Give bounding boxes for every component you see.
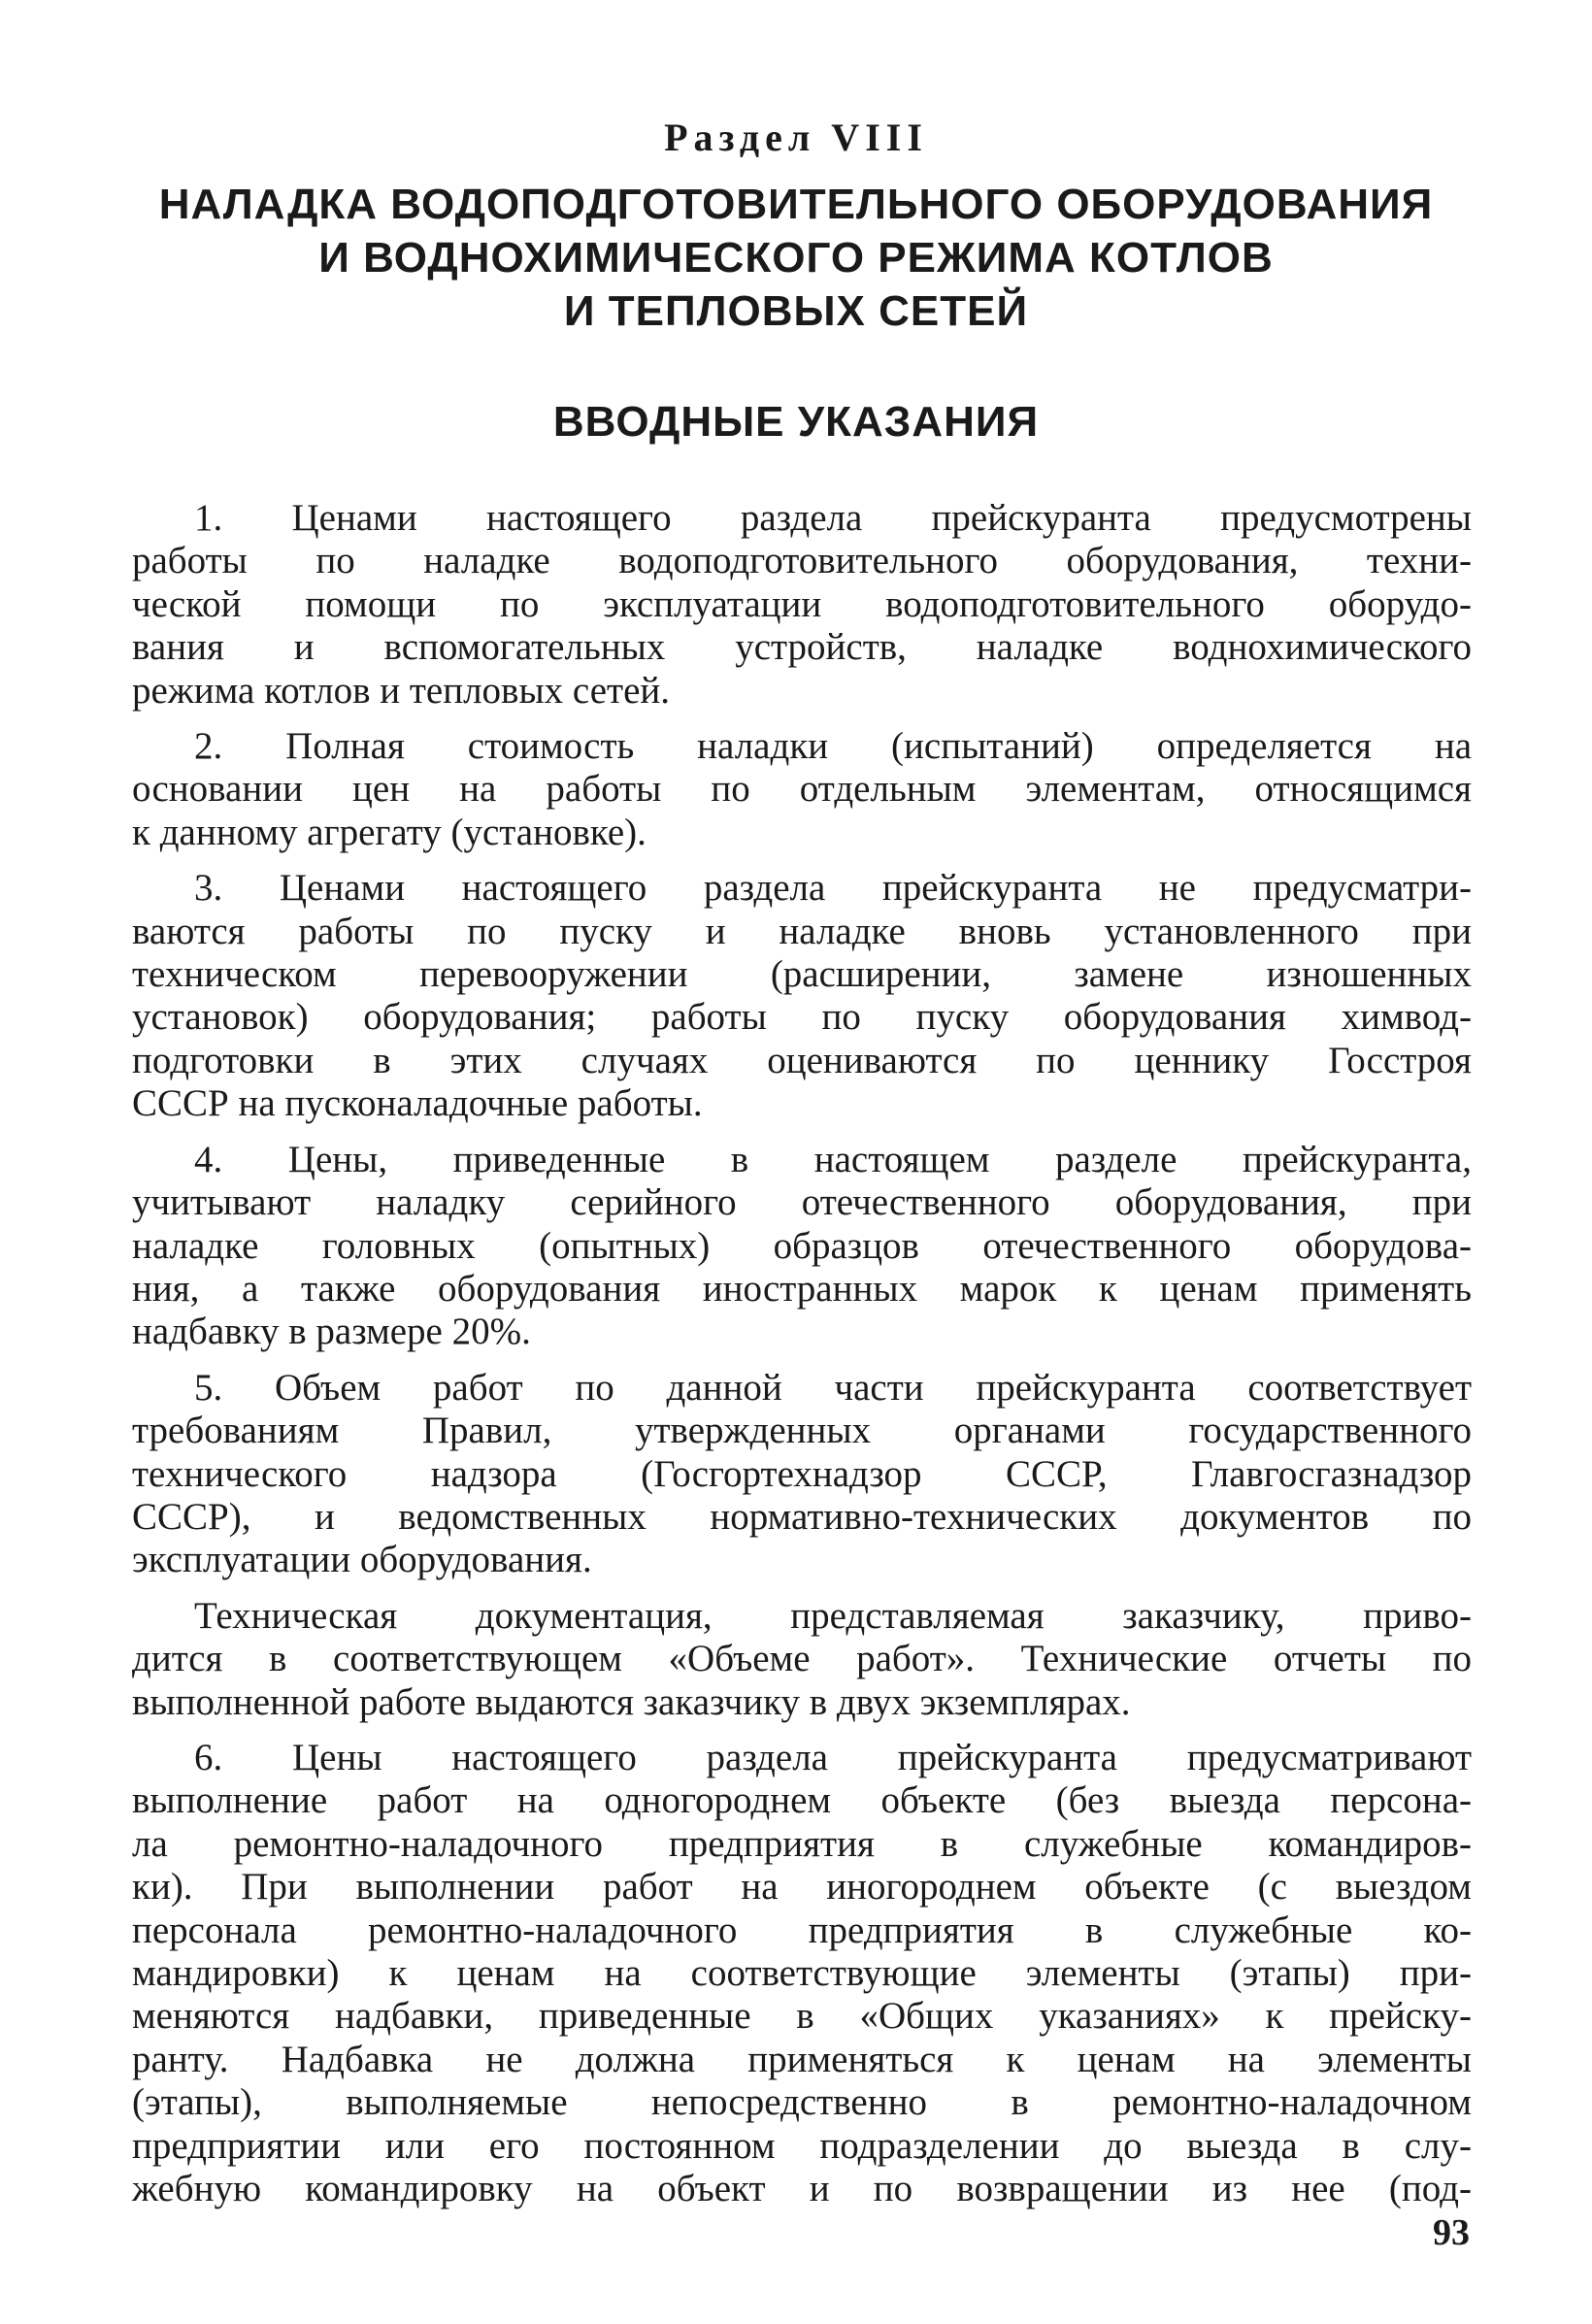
section-label: Раздел VIII: [664, 116, 928, 159]
paragraph-line: подготовки в этих случаях оцениваются по ценнику Госстроя: [132, 1039, 1472, 1081]
page-number: 93: [1433, 2212, 1470, 2253]
paragraph-line: меняются надбавки, приведенные в «Общих указаниях» к прейску-: [132, 1995, 1472, 2038]
paragraph: [132, 867, 1472, 1125]
paragraph: [132, 1139, 1472, 1354]
paragraph-line: эксплуатации оборудования.: [132, 1539, 592, 1581]
paragraph-line: технического надзора (Госгортехнадзор СССР, Главгосгазнадзор: [132, 1452, 1472, 1495]
paragraph-line: установок) оборудования; работы по пуску оборудования химвод-: [132, 996, 1472, 1039]
paragraph-line: ранту. Надбавка не должна применяться к ценам на элементы: [132, 2038, 1472, 2080]
subsection-title: ВВОДНЫЕ УКАЗАНИЯ: [552, 398, 1040, 446]
paragraph-line: жебную командировку на объект и по возвращении из нее (под-: [132, 2168, 1472, 2210]
paragraph-line: учитывают наладку серийного отечественного оборудования, при: [132, 1181, 1472, 1224]
paragraph: [132, 497, 1472, 713]
paragraph-line: работы по наладке водоподготовительного оборудования, техни-: [132, 540, 1472, 582]
paragraph-line: 6. Цены настоящего раздела прейскуранта предусматривают: [194, 1736, 1472, 1778]
body-text: [132, 497, 1472, 2223]
paragraph-line: 5. Объем работ по данной части прейскуранта соответствует: [194, 1366, 1472, 1409]
paragraph-line: ки). При выполнении работ на иногороднем объекте (с выездом: [132, 1866, 1472, 1909]
paragraph-line: предприятии или его постоянном подразделении до выезда в слу-: [132, 2124, 1472, 2167]
paragraph-line: ваются работы по пуску и наладке вновь установленного при: [132, 910, 1472, 952]
paragraph: [132, 1367, 1472, 1582]
paragraph-line: к данному агрегату (установке).: [132, 811, 647, 853]
paragraph-line: (этапы), выполняемые непосредственно в ремонтно-наладочном: [132, 2081, 1472, 2124]
paragraph: [132, 1737, 1472, 2210]
paragraph-line: СССР на пусконаладочные работы.: [132, 1082, 703, 1125]
paragraph-line: 1. Ценами настоящего раздела прейскуранта предусмотрены: [194, 497, 1472, 539]
paragraph-line: СССР), и ведомственных нормативно-технических документов по: [132, 1495, 1472, 1538]
paragraph-line: ческой помощи по эксплуатации водоподготовительного оборудо-: [132, 582, 1472, 625]
section-title-line: НАЛАДКА ВОДОПОДГОТОВИТЕЛЬНОГО ОБОРУДОВАНИЯ: [158, 181, 1434, 228]
paragraph-line: основании цен на работы по отдельным элементам, относящимся: [132, 768, 1472, 811]
paragraph-line: режима котлов и тепловых сетей.: [132, 669, 670, 712]
paragraph-line: вания и вспомогательных устройств, наладке воднохимического: [132, 626, 1472, 669]
paragraph-line: ла ремонтно-наладочного предприятия в служебные командиров-: [132, 1822, 1472, 1865]
section-title: [155, 178, 1437, 338]
paragraph-line: выполнение работ на одногороднем объекте (без выезда персона-: [132, 1779, 1472, 1822]
paragraph-line: дится в соответствующем «Объеме работ». Технические отчеты по: [132, 1638, 1472, 1680]
section-title-line: И ВОДНОХИМИЧЕСКОГО РЕЖИМА КОТЛОВ: [318, 234, 1274, 282]
paragraph: [132, 725, 1472, 854]
paragraph-line: мандировки) к ценам на соответствующие элементы (этапы) при-: [132, 1952, 1472, 1994]
paragraph-line: 4. Цены, приведенные в настоящем разделе прейскуранта,: [194, 1138, 1472, 1180]
paragraph: [132, 1595, 1472, 1724]
section-title-line: И ТЕПЛОВЫХ СЕТЕЙ: [563, 287, 1029, 335]
paragraph-line: надбавку в размере 20%.: [132, 1311, 531, 1353]
paragraph-line: персонала ремонтно-наладочного предприятия в служебные ко-: [132, 1909, 1472, 1951]
paragraph-line: техническом перевооружении (расширении, замене изношенных: [132, 953, 1472, 996]
paragraph-line: Техническая документация, представляемая заказчику, приво-: [194, 1594, 1472, 1637]
paragraph-line: 3. Ценами настоящего раздела прейскуранта не предусматри-: [194, 867, 1472, 910]
paragraph-line: ния, а также оборудования иностранных марок к ценам применять: [132, 1267, 1472, 1310]
paragraph-line: выполненной работе выдаются заказчику в двух экземплярах.: [132, 1680, 1131, 1723]
paragraph-line: 2. Полная стоимость наладки (испытаний) определяется на: [194, 725, 1472, 768]
paragraph-line: требованиям Правил, утвержденных органами государственного: [132, 1410, 1472, 1452]
paragraph-line: наладке головных (опытных) образцов отечественного оборудова-: [132, 1224, 1472, 1267]
